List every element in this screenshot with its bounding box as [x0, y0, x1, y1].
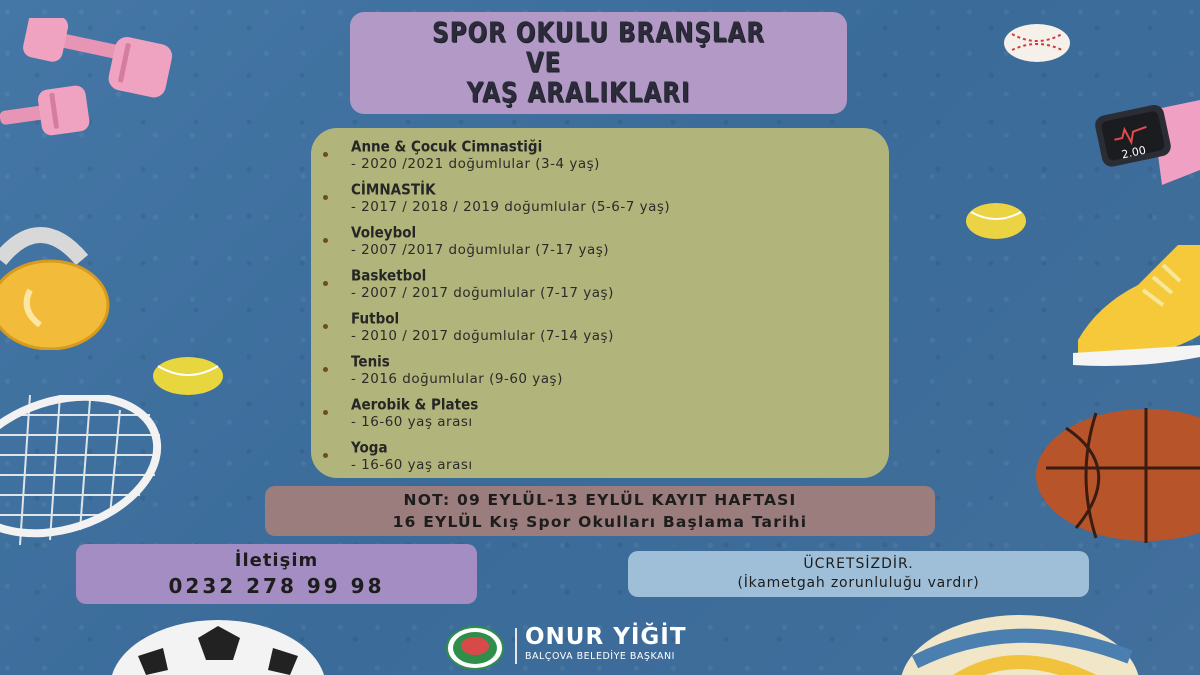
list-item [351, 438, 670, 481]
registration-note [265, 486, 935, 536]
tennis-racket-icon [0, 395, 170, 555]
bullet-icon [323, 410, 328, 415]
branch-name: Aerobik & Plates [351, 396, 479, 414]
bullet-icon [323, 281, 328, 286]
note-line-1: NOT: 09 EYLÜL-13 EYLÜL KAYIT HAFTASI [403, 491, 797, 509]
branch-name: CİMNASTİK [351, 181, 436, 199]
title-line-3: YAŞ ARALIKLARI [466, 77, 691, 109]
bullet-icon [323, 324, 328, 329]
volleyball-icon [895, 612, 1145, 675]
list-item [351, 180, 670, 223]
soccer-ball-icon [108, 618, 328, 675]
branch-name: Tenis [351, 353, 390, 371]
list-item [351, 223, 670, 266]
title-box [350, 12, 847, 114]
list-item [351, 266, 670, 309]
bullet-icon [323, 367, 328, 372]
contact-label: İletişim [234, 550, 319, 571]
footer-separator [515, 628, 517, 664]
mayor-name: ONUR YİĞİT [525, 624, 687, 650]
branch-name: Voleybol [351, 224, 417, 242]
municipality-logo-icon [445, 626, 505, 670]
bullet-icon [323, 453, 328, 458]
fee-line-2: (İkametgah zorunluluğu vardır) [737, 575, 980, 591]
title-line-2: VE [525, 47, 562, 79]
baseball-icon [1002, 22, 1072, 64]
branch-name: Basketbol [351, 267, 427, 285]
branch-years: - 2020 /2021 doğumlular (3-4 yaş) [351, 156, 600, 172]
branch-years: - 2017 / 2018 / 2019 doğumlular (5-6-7 yaş) [351, 199, 671, 215]
list-item [351, 137, 670, 180]
dumbbell-icon [0, 18, 185, 143]
smartwatch-display: 2.00 [1120, 143, 1148, 162]
kettlebell-icon [0, 220, 112, 350]
bullet-icon [323, 195, 328, 200]
list-item [351, 395, 670, 438]
fee-line-1: ÜCRETSİZDİR. [803, 556, 914, 572]
branch-name: Yoga [351, 439, 388, 457]
branch-years: - 2010 / 2017 doğumlular (7-14 yaş) [351, 328, 614, 344]
branch-years: - 2016 doğumlular (9-60 yaş) [351, 371, 563, 387]
fee-box [628, 551, 1089, 597]
smartwatch-icon [1092, 100, 1200, 190]
bullet-icon [323, 238, 328, 243]
contact-phone: 0232 278 99 98 [168, 574, 385, 598]
branch-years: - 16-60 yaş arası [351, 414, 473, 430]
branch-years: - 16-60 yaş arası [351, 457, 473, 473]
tennis-ball-icon [152, 356, 224, 396]
branch-list-box [311, 128, 889, 478]
bullet-icon [323, 152, 328, 157]
branch-name: Futbol [351, 310, 400, 328]
contact-box [76, 544, 477, 604]
title-line-1: SPOR OKULU BRANŞLAR [432, 17, 765, 49]
basketball-icon [1036, 408, 1200, 543]
branch-name: Anne & Çocuk Cimnastiği [351, 138, 543, 156]
sneaker-icon [1068, 245, 1200, 370]
note-line-2: 16 EYLÜL Kış Spor Okulları Başlama Tarihi [392, 513, 808, 531]
list-item [351, 309, 670, 352]
branch-list [351, 137, 670, 481]
mayor-title: BALÇOVA BELEDİYE BAŞKANI [525, 651, 675, 662]
branch-years: - 2007 / 2017 doğumlular (7-17 yaş) [351, 285, 614, 301]
branch-years: - 2007 /2017 doğumlular (7-17 yaş) [351, 242, 610, 258]
tennis-ball-icon [965, 202, 1027, 240]
list-item [351, 352, 670, 395]
